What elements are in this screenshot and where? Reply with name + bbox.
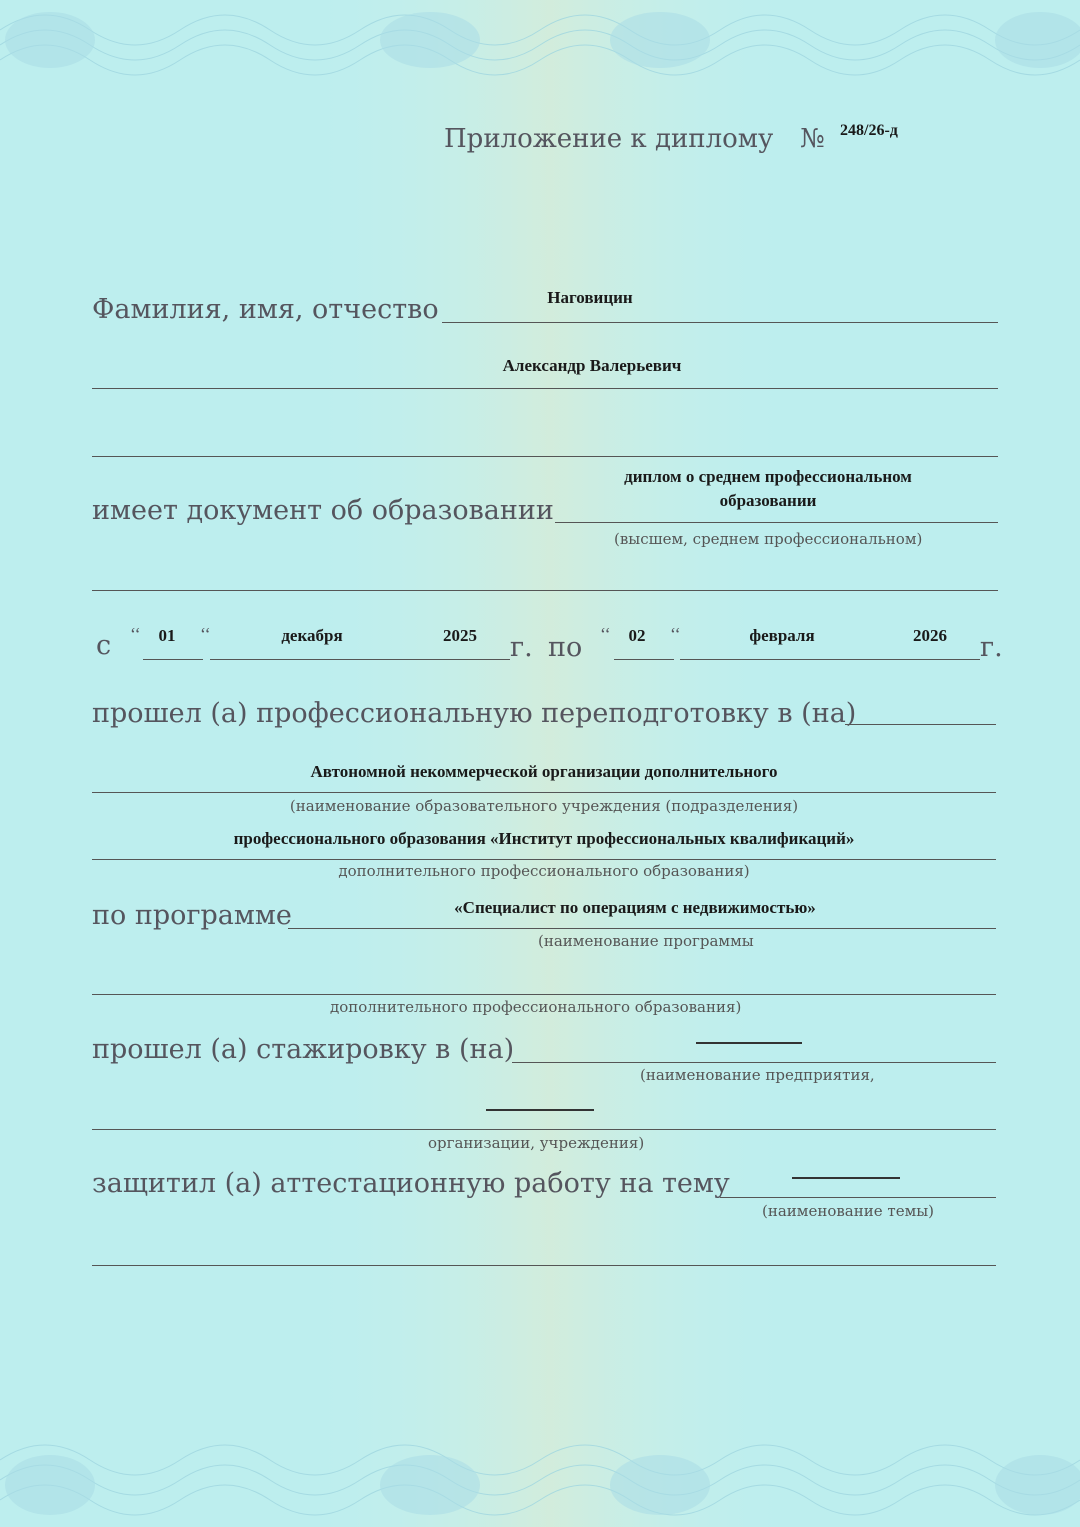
internship-line bbox=[512, 1062, 996, 1063]
program-line bbox=[288, 928, 996, 929]
internship-hint-1: (наименование предприятия, bbox=[640, 1066, 875, 1084]
number-sign: № bbox=[800, 124, 825, 154]
education-hint: (высшем, среднем профессиональном) bbox=[614, 530, 923, 548]
education-value-line1: диплом о среднем профессиональном bbox=[624, 467, 912, 486]
program-hint-1: (наименование программы bbox=[538, 932, 754, 950]
internship-dash bbox=[696, 1042, 802, 1044]
given-name-value: Александр Валерьевич bbox=[502, 356, 682, 375]
org-hint-2: дополнительного профессионального образования) bbox=[338, 862, 750, 880]
program-hint-2: дополнительного профессионального образования) bbox=[330, 998, 742, 1016]
from-close-quote: ‘‘ bbox=[200, 624, 211, 644]
from-month-line bbox=[210, 659, 510, 660]
retraining-line bbox=[845, 724, 996, 725]
from-month: декабря bbox=[281, 626, 343, 645]
to-month: февраля bbox=[749, 626, 815, 645]
program-label: по программе bbox=[92, 900, 292, 931]
fio-label: Фамилия, имя, отчество bbox=[92, 294, 439, 325]
surname-value: Наговицин bbox=[547, 288, 633, 307]
from-year-suffix: г. bbox=[510, 632, 533, 663]
org-underline-1 bbox=[92, 792, 996, 793]
to-day: 02 bbox=[628, 626, 646, 645]
to-close-quote: ‘‘ bbox=[670, 624, 681, 644]
program-value: «Специалист по операциям с недвижимостью» bbox=[454, 898, 816, 917]
thesis-line bbox=[720, 1197, 996, 1198]
org-line-1: Автономной некоммерческой организации дополнительного bbox=[310, 762, 778, 781]
org-hint-1: (наименование образовательного учреждения (подразделения) bbox=[289, 797, 799, 815]
education-line-2 bbox=[92, 590, 998, 591]
from-label: с bbox=[96, 630, 112, 661]
fio-line-2 bbox=[92, 388, 998, 389]
thesis-line-2 bbox=[92, 1265, 996, 1266]
fio-line-3 bbox=[92, 456, 998, 457]
program-line-2 bbox=[92, 994, 996, 995]
diploma-number: 248/26-д bbox=[840, 122, 898, 139]
thesis-hint: (наименование темы) bbox=[762, 1202, 935, 1220]
internship-label: прошел (а) стажировку в (на) bbox=[92, 1034, 515, 1065]
thesis-dash bbox=[792, 1177, 900, 1179]
document-title: Приложение к диплому bbox=[444, 124, 774, 154]
internship-hint-2: организации, учреждения) bbox=[428, 1134, 645, 1152]
retraining-label: прошел (а) профессиональную переподготовку в (на) bbox=[92, 698, 857, 729]
internship-dash-2 bbox=[486, 1109, 594, 1111]
from-day-line bbox=[143, 659, 203, 660]
internship-line-2 bbox=[92, 1129, 996, 1130]
org-underline-2 bbox=[92, 859, 996, 860]
from-open-quote: ‘‘ bbox=[130, 624, 141, 644]
to-month-line bbox=[680, 659, 980, 660]
org-line-2: профессионального образования «Институт профессиональных квалификаций» bbox=[233, 829, 855, 848]
fio-line-1 bbox=[442, 322, 998, 323]
from-year: 2025 bbox=[443, 626, 477, 645]
to-label: по bbox=[548, 632, 583, 663]
education-line bbox=[555, 522, 998, 523]
to-day-line bbox=[614, 659, 674, 660]
to-open-quote: ‘‘ bbox=[600, 624, 611, 644]
from-day: 01 bbox=[158, 626, 176, 645]
education-value-line2: образовании bbox=[719, 491, 817, 510]
education-label: имеет документ об образовании bbox=[92, 495, 554, 526]
thesis-label: защитил (а) аттестационную работу на тему bbox=[92, 1168, 730, 1199]
to-year-suffix: г. bbox=[980, 632, 1003, 663]
to-year: 2026 bbox=[913, 626, 947, 645]
